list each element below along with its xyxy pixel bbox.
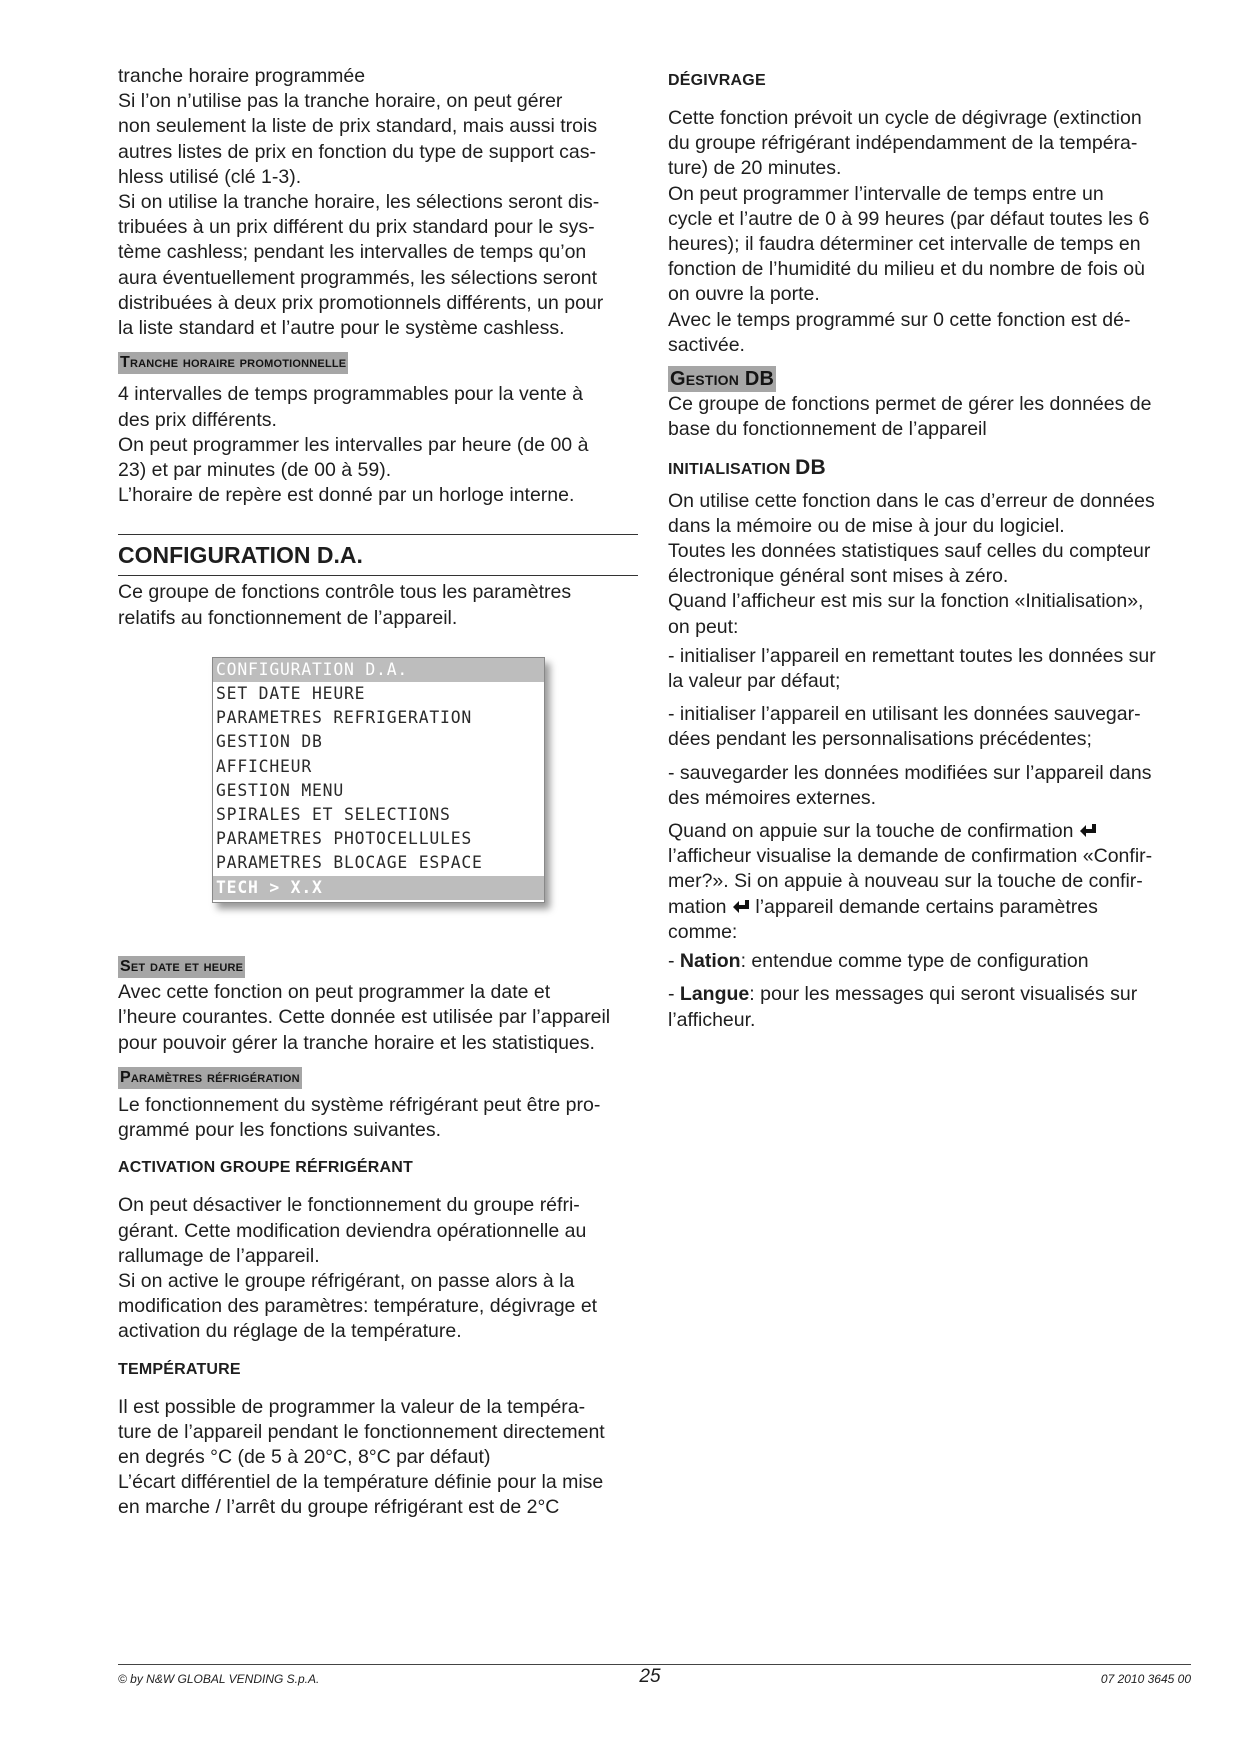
config-title: CONFIGURATION D.A. [118,542,363,569]
enter-key-icon [1079,821,1097,837]
menu-item-set-date: SET DATE HEURE [216,684,366,704]
confirm-text: l’appareil demande certains paramètres [755,895,1098,918]
text-line: 23) et par minutes (de 00 à 59). [118,459,392,482]
list-item [668,949,1193,974]
text-line: autres listes de prix en fonction du type de support cas- [118,140,597,163]
text-line: tribuées à un prix différent du prix standard pour le sys- [118,216,595,239]
text-line: - Nation: entendue comme type de configuration [668,950,1089,973]
text-line: tème cashless; pendant les intervalles de temps qu’on [118,241,587,264]
menu-item-gestion-db: GESTION DB [216,732,323,752]
text-line: pour pouvoir gérer la tranche horaire et les statistiques. [118,1031,595,1054]
text-line: Avec le temps programmé sur 0 cette fonction est dé- [668,308,1131,331]
text-line: base du fonctionnement de l’appareil [668,418,987,441]
gestion-db-paragraph [668,392,1193,442]
text-line: grammé pour les fonctions suivantes. [118,1119,441,1142]
init-paragraph [668,489,1193,640]
text-line: tranche horaire programmée [118,65,366,87]
list-item [668,644,1193,694]
param-refrig-paragraph [118,1093,638,1143]
text-line: rallumage de l’appareil. [118,1244,320,1267]
text-line: électronique général sont mises à zéro. [668,565,1009,588]
text-line: l’afficheur. [668,1008,756,1031]
set-date-paragraph [118,980,638,1056]
degivrage-paragraph [668,106,1193,358]
page-number: 25 [639,1666,661,1687]
init-heading-db: DB [795,455,826,479]
list-item [668,982,1193,1032]
text-line: 4 intervalles de temps programmables pour la vente à [118,383,583,406]
text-line: en marche / l’arrêt du groupe réfrigérant est de 2°C [118,1496,560,1519]
section-heading-set-date: Set date et heure [118,956,245,978]
left-column [118,64,638,1521]
confirm-paragraph [668,819,1193,945]
text-line: l’heure courantes. Cette donnée est utilisée par l’appareil [118,1006,611,1029]
display-menu [212,657,545,903]
menu-item-refrigeration: PARAMETRES REFRIGERATION [216,708,473,728]
text-line: activation du réglage de la température. [118,1320,462,1343]
text-line: comme: [668,920,738,943]
langue-text: : pour les messages qui seront visualisés sur [749,983,1138,1006]
sub-heading-initialisation [668,457,1193,481]
activation-paragraph [118,1193,638,1344]
sub-heading-temperature: TEMPÉRATURE [118,1360,241,1378]
text-line: Il est possible de programmer la valeur de la tempéra- [118,1395,586,1418]
text-line: Cette fonction prévoit un cycle de dégivrage (extinction [668,107,1142,129]
text-line: ture) de 20 minutes. [668,157,842,180]
text-line: L’horaire de repère est donné par un horloge interne. [118,484,575,507]
text-line: - sauvegarder les données modifiées sur l’appareil dans [668,761,1152,784]
menu-item-blocage-espace: PARAMETRES BLOCAGE ESPACE [216,853,483,873]
text-line: dans la mémoire ou de mise à jour du logiciel. [668,514,1065,537]
text-line: ture de l’appareil pendant le fonctionnement directement [118,1420,605,1443]
text-line: Si l’on n’utilise pas la tranche horaire, on peut gérer [118,90,563,113]
text-line: gérant. Cette modification deviendra opérationnelle au [118,1219,587,1242]
text-line: relatifs au fonctionnement de l’appareil. [118,606,458,629]
list-item [668,702,1193,752]
text-line: On peut programmer l’intervalle de temps entre un [668,182,1104,205]
confirm-text: mation [668,895,727,918]
sub-heading-degivrage: DÉGIVRAGE [668,72,766,89]
menu-item-configuration: CONFIGURATION D.A. [213,658,544,682]
footer-divider [118,1664,1191,1665]
text-line: modification des paramètres: température, dégivrage et [118,1295,598,1318]
text-line: sactivée. [668,333,745,356]
list-item [668,761,1193,811]
text-line: Quand l’afficheur est mis sur la fonction «Initialisation», [668,590,1144,613]
enter-key-icon [732,897,750,913]
text-line: Ce groupe de fonctions permet de gérer les données de [668,393,1152,416]
text-line: Toutes les données statistiques sauf celles du compteur [668,540,1151,563]
text-line: aura éventuellement programmés, les sélections seront [118,266,598,289]
section-heading-param-refrig: Paramètres réfrigération [118,1067,302,1089]
text-line: - initialiser l’appareil en utilisant les données sauvegar- [668,703,1141,726]
confirm-text: Quand on appuie sur la touche de confirmation [668,820,1074,843]
text-line: Si on active le groupe réfrigérant, on passe alors à la [118,1269,575,1292]
text-line: Si on utilise la tranche horaire, les sélections seront dis- [118,191,600,214]
text-line: du groupe réfrigérant indépendamment de la tempéra- [668,132,1138,155]
text-line: on ouvre la porte. [668,283,820,306]
text-line: Avec cette fonction on peut programmer la date et [118,981,551,1004]
text-line: l’afficheur visualise la demande de confirmation «Confir- [668,845,1153,868]
config-paragraph [118,580,638,630]
text-line: hless utilisé (clé 1-3). [118,165,302,188]
init-heading-prefix: INITIALISATION [668,460,791,478]
sub-heading-activation: ACTIVATION GROUPE RÉFRIGÉRANT [118,1159,413,1177]
display-menu-figure [212,657,545,903]
text-line: non seulement la liste de prix standard, mais aussi trois [118,115,598,138]
section-heading-tranche: Tranche horaire promotionnelle [118,352,348,374]
text-line: cycle et l’autre de 0 à 99 heures (par défaut toutes les 6 [668,207,1150,230]
footer-copyright: © by N&W GLOBAL VENDING S.p.A. [118,1672,320,1686]
text-line: la liste standard et l’autre pour le système cashless. [118,317,565,340]
menu-item-spirales: SPIRALES ET SELECTIONS [216,805,451,825]
text-line [668,819,1193,844]
text-line: On peut programmer les intervalles par heure (de 00 à [118,433,589,456]
text-line: des mémoires externes. [668,786,877,809]
text-line: On utilise cette fonction dans le cas d’erreur de données [668,489,1155,512]
section-heading-gestion-db: Gestion DB [670,368,775,391]
text-line: on peut: [668,615,739,638]
text-line: Le fonctionnement du système réfrigérant peut être pro- [118,1093,601,1116]
menu-item-gestion-menu: GESTION MENU [216,780,345,800]
tranche-paragraph [118,382,638,508]
nation-text: : entendue comme type de configuration [740,950,1089,973]
menu-item-photocellules: PARAMETRES PHOTOCELLULES [216,829,473,849]
text-line [668,895,1193,920]
text-line: des prix différents. [118,408,277,431]
temperature-paragraph [118,1395,638,1521]
text-line: fonction de l’humidité du milieu et du nombre de fois où [668,258,1145,281]
intro-paragraph [118,64,638,341]
text-line: - initialiser l’appareil en remettant toutes les données sur [668,644,1156,667]
menu-item-afficheur: AFFICHEUR [216,756,313,776]
footer-doc-code: 07 2010 3645 00 [1100,1672,1191,1686]
text-line: Ce groupe de fonctions contrôle tous les paramètres [118,581,572,604]
text-line: L’écart différentiel de la température définie pour la mise [118,1471,604,1494]
right-column [668,64,1193,1033]
text-line: On peut désactiver le fonctionnement du groupe réfri- [118,1194,580,1217]
nation-label: Nation [679,950,741,973]
text-line: distribuées à deux prix promotionnels différents, un pour [118,291,604,314]
text-line: dées pendant les personnalisations précédentes; [668,728,1092,751]
text-line: en degrés °C (de 5 à 20°C, 8°C par défaut) [118,1445,491,1468]
text-line: la valeur par défaut; [668,670,841,693]
menu-item-tech: TECH > X.X [213,876,544,900]
text-line: heures); il faudra déterminer cet intervalle de temps en [668,233,1141,256]
text-line: - Langue: pour les messages qui seront visualisés sur [668,983,1138,1006]
text-line: mer?». Si on appuie à nouveau sur la touche de confir- [668,870,1143,893]
langue-label: Langue [679,983,750,1006]
